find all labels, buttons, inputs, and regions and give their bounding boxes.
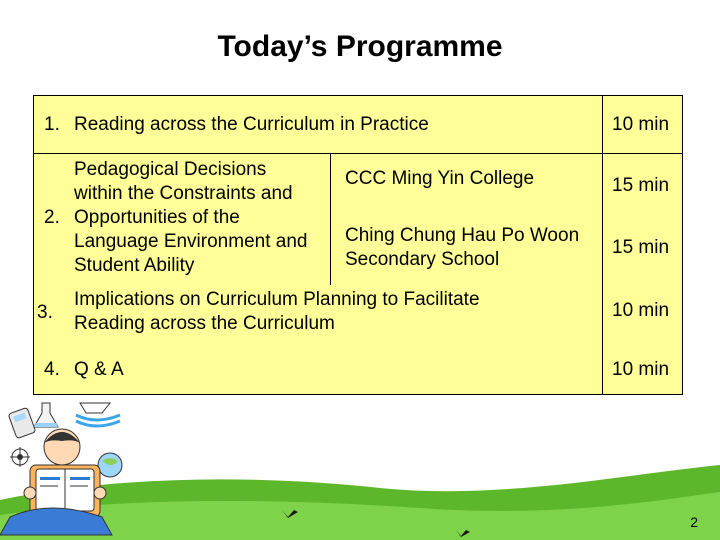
globe-icon <box>98 453 122 477</box>
slide-title: Today’s Programme <box>217 30 503 63</box>
item-text: Reading across the Curriculum in Practice <box>74 114 429 135</box>
item-duration: 10 min <box>612 114 670 135</box>
reading-child-illustration <box>0 395 135 540</box>
school-duration: 15 min <box>612 175 670 196</box>
school-name-line: Secondary School <box>345 249 500 270</box>
item-text: Q & A <box>74 359 124 380</box>
item-text-line: Language Environment and <box>74 231 308 252</box>
item-number: 1. <box>44 114 60 135</box>
item-text-line: Opportunities of the <box>74 207 240 228</box>
row-divider <box>34 153 682 154</box>
item-number: 3. <box>37 302 53 323</box>
school-name <box>345 224 579 272</box>
item-text <box>74 288 480 336</box>
item-text-line: Reading across the Curriculum <box>74 313 335 334</box>
school-name: CCC Ming Yin College <box>345 168 535 189</box>
item-text <box>74 158 307 278</box>
item-number: 4. <box>44 359 60 380</box>
school-name-line: Ching Chung Hau Po Woon <box>345 225 580 246</box>
item-text-line: Pedagogical Decisions <box>74 159 267 180</box>
page-number: 2 <box>690 514 698 530</box>
flask-icon <box>34 403 58 427</box>
flower-icon <box>10 447 30 467</box>
item-text-line: Implications on Curriculum Planning to Facilitate <box>74 289 480 310</box>
item-duration: 10 min <box>612 300 670 321</box>
school-column-divider <box>330 153 331 285</box>
calculator-icon <box>8 407 36 438</box>
duration-column-divider <box>602 96 603 394</box>
item-duration: 10 min <box>612 359 670 380</box>
ship-icon <box>76 403 120 426</box>
child-figure <box>0 429 112 535</box>
agenda-table <box>33 95 683 395</box>
item-number: 2. <box>44 207 60 228</box>
school-duration: 15 min <box>612 237 670 258</box>
item-text-line: Student Ability <box>74 255 195 276</box>
item-text-line: within the Constraints and <box>74 183 293 204</box>
